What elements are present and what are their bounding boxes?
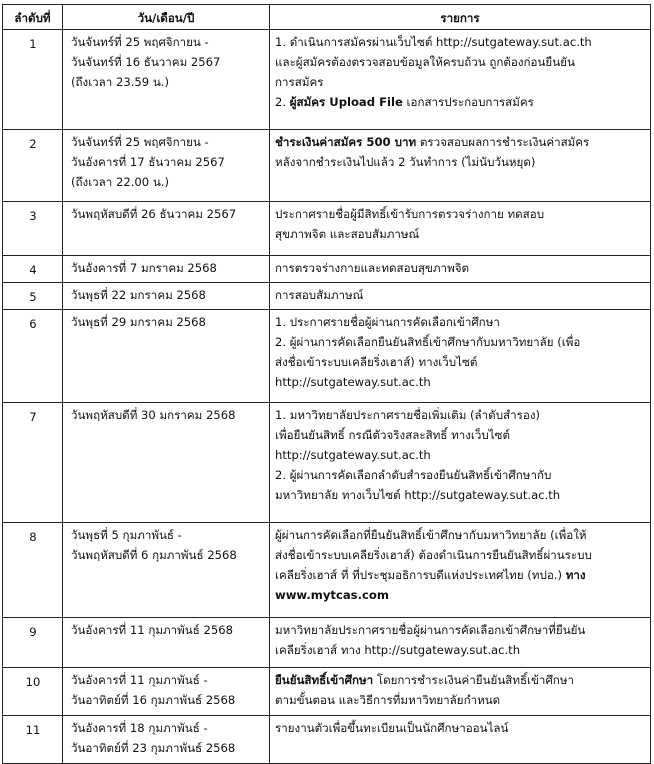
date-line: (ถึงเวลา 23.59 น.) [71, 75, 169, 89]
table-row [3, 283, 651, 310]
date-line: วันพุธที่ 5 กุมภาพันธ์ - [71, 528, 182, 542]
detail-text: 2. [275, 95, 290, 109]
detail-line: รายงานตัวเพื่อขึ้นทะเบียนเป็นนักศึกษาออนไลน์ [275, 721, 509, 735]
row-detail [270, 716, 651, 764]
table-row [3, 403, 651, 523]
date-line: วันอังคารที่ 11 กุมภาพันธ์ 2568 [71, 623, 233, 637]
detail-text: เอกสารประกอบการสมัคร [402, 95, 534, 109]
detail-line: และผู้สมัครต้องตรวจสอบข้อมูลให้ครบถ้วน ถูกต้องก่อนยืนยัน [275, 55, 575, 69]
row-date [63, 668, 270, 716]
detail-line: 1. ดำเนินการสมัครผ่านเว็บไซต์ http://sutgateway.sut.ac.th [275, 35, 592, 49]
detail-line: ประกาศรายชื่อผู้มีสิทธิ์เข้ารับการตรวจร่างกาย ทดสอบ [275, 207, 545, 221]
detail-line: http://sutgateway.sut.ac.th [275, 448, 431, 462]
detail-line: ส่งชื่อเข้าระบบเคลียริ่งเฮาส์) ทางเว็บไซต์ [275, 355, 478, 369]
header-no: ลำดับที่ [3, 5, 63, 30]
table-row [3, 668, 651, 716]
row-detail [270, 30, 651, 130]
detail-line: 1. มหาวิทยาลัยประกาศรายชื่อเพิ่มเติม (ลำดับสำรอง) [275, 408, 541, 422]
detail-line: เคลียริ่งเฮาส์ ทาง http://sutgateway.sut.ac.th [275, 643, 521, 657]
row-date [63, 523, 270, 618]
detail-line: www.mytcas.com [275, 588, 389, 602]
table-row [3, 523, 651, 618]
row-date [63, 256, 270, 283]
detail-line: เพื่อยืนยันสิทธิ์ กรณีตัวจริงสละสิทธิ์ ทางเว็บไซต์ [275, 428, 510, 442]
row-date [63, 403, 270, 523]
date-line: วันพุธที่ 22 มกราคม 2568 [71, 288, 206, 302]
date-line: วันอังคารที่ 17 ธันวาคม 2567 [71, 155, 225, 169]
row-date [63, 283, 270, 310]
row-detail [270, 403, 651, 523]
row-detail [270, 256, 651, 283]
row-detail [270, 523, 651, 618]
detail-line: มหาวิทยาลัย ทางเว็บไซต์ http://sutgateway.sut.ac.th [275, 488, 561, 502]
row-number: 10 [3, 668, 63, 716]
row-number: 9 [3, 618, 63, 668]
detail-line: ผู้ผ่านการคัดเลือกที่ยืนยันสิทธิ์เข้าศึกษากับมหาวิทยาลัย (เพื่อให้ [275, 528, 587, 542]
detail-line: การตรวจร่างกายและทดสอบสุขภาพจิต [275, 261, 470, 275]
header-date: วัน/เดือน/ปี [63, 5, 270, 30]
detail-line: หลังจากชำระเงินไปแล้ว 2 วันทำการ (ไม่นับวันหยุด) [275, 155, 536, 169]
detail-line [275, 565, 646, 585]
date-line: วันพุธที่ 29 มกราคม 2568 [71, 315, 206, 329]
detail-line: ตามขั้นตอน และวิธีการที่มหาวิทยาลัยกำหนด [275, 693, 501, 707]
detail-line: http://sutgateway.sut.ac.th [275, 375, 431, 389]
row-number: 11 [3, 716, 63, 764]
row-date [63, 618, 270, 668]
row-detail [270, 130, 651, 202]
detail-line: 1. ประกาศรายชื่อผู้ผ่านการคัดเลือกเข้าศึกษา [275, 315, 500, 329]
date-line: วันอังคารที่ 11 กุมภาพันธ์ - [71, 673, 208, 687]
date-line: วันอังคารที่ 18 กุมภาพันธ์ - [71, 721, 208, 735]
detail-line [275, 92, 646, 112]
table-row [3, 618, 651, 668]
row-date [63, 310, 270, 403]
header-row [3, 5, 651, 30]
row-date [63, 130, 270, 202]
date-line: วันพฤหัสบดีที่ 30 มกราคม 2568 [71, 408, 236, 422]
table-row [3, 130, 651, 202]
detail-line: 2. ผู้ผ่านการคัดเลือกลำดับสำรองยืนยันสิทธิ์เข้าศึกษากับ [275, 468, 552, 482]
detail-text: โดยการชำระเงินค่ายืนยันสิทธิ์เข้าศึกษา [373, 673, 574, 687]
detail-line: สุขภาพจิต และสอบสัมภาษณ์ [275, 227, 420, 241]
table-row [3, 30, 651, 130]
detail-bold-text: ผู้สมัคร Upload File [289, 95, 403, 109]
detail-line: 2. ผู้ผ่านการคัดเลือกยืนยันสิทธิ์เข้าศึกษากับมหาวิทยาลัย (เพื่อ [275, 335, 581, 349]
date-line: วันอาทิตย์ที่ 23 กุมภาพันธ์ 2568 [71, 741, 236, 755]
detail-bold-text: ยืนยันสิทธิ์เข้าศึกษา [275, 673, 374, 687]
detail-line: การสอบสัมภาษณ์ [275, 288, 364, 302]
row-number: 8 [3, 523, 63, 618]
row-number: 4 [3, 256, 63, 283]
row-number: 5 [3, 283, 63, 310]
row-date [63, 30, 270, 130]
date-line: วันจันทร์ที่ 16 ธันวาคม 2567 [71, 55, 221, 69]
row-number: 2 [3, 130, 63, 202]
detail-line: ส่งชื่อเข้าระบบเคลียริ่งเฮาส์) ต้องดำเนินการยืนยันสิทธิ์ผ่านระบบ [275, 548, 592, 562]
row-detail [270, 283, 651, 310]
detail-bold-text: ชำระเงินค่าสมัคร 500 บาท [275, 135, 417, 149]
date-line: วันอังคารที่ 7 มกราคม 2568 [71, 261, 217, 275]
table-row [3, 202, 651, 256]
row-number: 7 [3, 403, 63, 523]
date-line: (ถึงเวลา 22.00 น.) [71, 175, 169, 189]
date-line: วันพฤหัสบดีที่ 26 ธันวาคม 2567 [71, 207, 237, 221]
table-row [3, 310, 651, 403]
date-line: วันพฤหัสบดีที่ 6 กุมภาพันธ์ 2568 [71, 548, 237, 562]
date-line: วันจันทร์ที่ 25 พฤศจิกายน - [71, 35, 209, 49]
detail-line [275, 132, 646, 152]
row-number: 1 [3, 30, 63, 130]
row-detail [270, 668, 651, 716]
row-detail [270, 310, 651, 403]
detail-text: เคลียริ่งเฮาส์ ที่ ที่ประชุมอธิการบดีแห่งประเทศไทย (ทปอ.) [275, 568, 566, 582]
table-row [3, 256, 651, 283]
detail-line: การสมัคร [275, 75, 324, 89]
detail-line: มหาวิทยาลัยประกาศรายชื่อผู้ผ่านการคัดเลือกเข้าศึกษาที่ยืนยัน [275, 623, 586, 637]
table-row [3, 716, 651, 764]
row-date [63, 202, 270, 256]
row-number: 6 [3, 310, 63, 403]
row-number: 3 [3, 202, 63, 256]
admission-schedule-table [2, 4, 651, 764]
date-line: วันอาทิตย์ที่ 16 กุมภาพันธ์ 2568 [71, 693, 236, 707]
date-line: วันจันทร์ที่ 25 พฤศจิกายน - [71, 135, 209, 149]
row-detail [270, 202, 651, 256]
detail-line [275, 670, 646, 690]
row-detail [270, 618, 651, 668]
header-details: รายการ [270, 5, 651, 30]
row-date [63, 716, 270, 764]
detail-text: ตรวจสอบผลการชำระเงินค่าสมัคร [416, 135, 590, 149]
detail-bold-text: ทาง [565, 568, 586, 582]
